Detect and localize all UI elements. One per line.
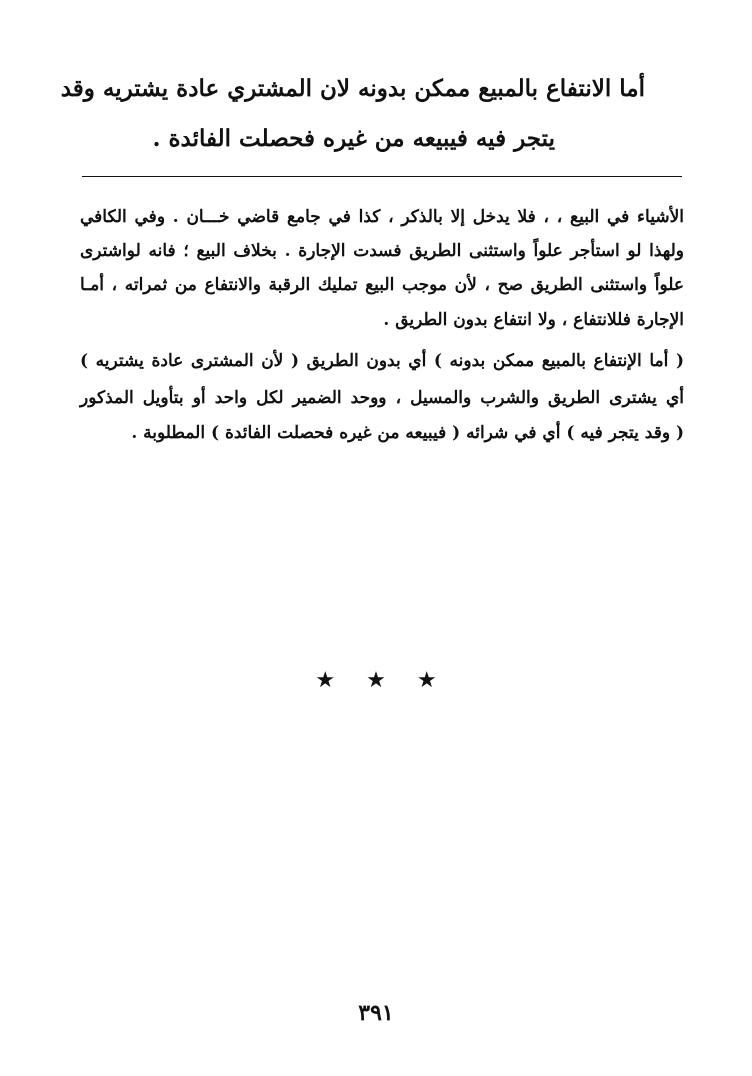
commentary-2-line-3: ( وقد يتجر فيه ) أي في شرائه ( فيبيعه من غيره فحصلت الفائدة ) المطلوبة .	[131, 423, 684, 443]
main-text-line-1: أما الانتفاع بالمبيع ممكن بدونه لان المشتري عادة يشتريه وقد	[60, 75, 645, 102]
page-number: ٣٩١	[358, 1000, 394, 1026]
commentary-1-line-4: الإجارة فللانتفاع ، ولا انتفاع بدون الطريق .	[383, 310, 684, 330]
divider-rule	[82, 176, 682, 177]
stars-separator: ★ ★ ★	[315, 668, 449, 693]
commentary-2-line-2: أي يشترى الطريق والشرب والمسيل ، ووحد الضمير لكل واحد أو بتأويل المذكور	[80, 388, 684, 408]
commentary-1-line-2: ولهذا لو استأجر علواً واستثنى الطريق فسدت الإجارة . بخلاف البيع ؛ فانه لواشترى	[80, 241, 684, 261]
commentary-1-line-3: علواً واستثنى الطريق صح ، لأن موجب البيع تمليك الرقبة والانتفاع من ثمراته ، أمـا	[80, 275, 684, 295]
main-text-line-2: يتجر فيه فيبيعه من غيره فحصلت الفائدة .	[152, 125, 555, 152]
commentary-1-line-1: الأشياء في البيع ، ، فلا يدخل إلا بالذكر ، كذا في جامع قاضي خـــان . وفي الكافي	[80, 207, 684, 227]
commentary-2-line-1: ( أما الإنتفاع بالمبيع ممكن بدونه ) أي بدون الطريق ( لأن المشترى عادة يشتريه )	[80, 351, 684, 371]
